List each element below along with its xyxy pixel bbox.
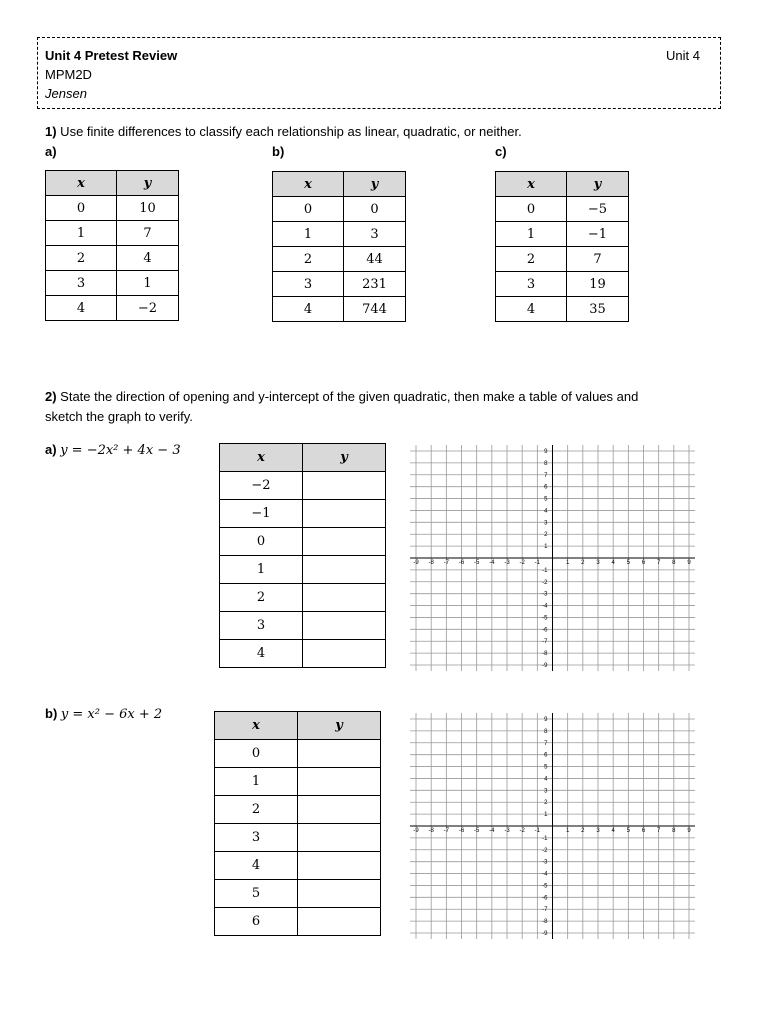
y-answer-cell[interactable] — [298, 852, 381, 880]
table-cell: 2 — [496, 247, 567, 272]
x-value-cell: 4 — [215, 852, 298, 880]
y-answer-cell[interactable] — [298, 880, 381, 908]
q1-part-c-table — [495, 171, 629, 322]
column-header: x — [496, 172, 567, 197]
q2-part-a-grid — [410, 445, 695, 671]
table-cell: 0 — [46, 196, 117, 221]
question-2-text-line1: State the direction of opening and y-intercept of the given quadratic, then make a table of values and — [56, 389, 639, 404]
table-header-row — [46, 171, 179, 196]
table-row — [496, 272, 629, 297]
table-row — [273, 222, 406, 247]
table-cell: 19 — [567, 272, 629, 297]
x-tick-label: -5 — [473, 560, 480, 566]
table-cell: 0 — [344, 197, 406, 222]
question-2-text-line2: sketch the graph to verify. — [45, 409, 193, 424]
y-tick-label: -7 — [542, 639, 548, 646]
x-tick-label: 3 — [596, 560, 600, 566]
x-value-cell: 2 — [215, 796, 298, 824]
worksheet-title: Unit 4 Pretest Review — [45, 48, 178, 63]
y-tick-label: -3 — [542, 859, 548, 866]
table-cell: 3 — [46, 271, 117, 296]
y-tick-label: -5 — [542, 883, 548, 890]
y-tick-label: 5 — [544, 496, 548, 503]
table-row — [273, 197, 406, 222]
x-tick-label: -8 — [428, 828, 434, 834]
q2-part-b-grid — [410, 713, 695, 939]
y-tick-label: -1 — [542, 567, 548, 574]
x-tick-label: 7 — [656, 828, 661, 834]
y-tick-label: 8 — [544, 728, 548, 735]
y-answer-cell[interactable] — [298, 908, 381, 936]
y-tick-label: 5 — [544, 764, 548, 771]
column-header: x — [215, 712, 298, 740]
x-value-cell: 3 — [220, 612, 303, 640]
table-row — [220, 472, 386, 500]
y-tick-label: 3 — [544, 520, 548, 527]
y-answer-cell[interactable] — [303, 584, 386, 612]
table-cell: 7 — [117, 221, 179, 246]
table-cell: 0 — [273, 197, 344, 222]
x-value-cell: 0 — [220, 528, 303, 556]
x-tick-label: -6 — [458, 560, 465, 566]
table-header-row — [220, 444, 386, 472]
x-value-cell: 0 — [215, 740, 298, 768]
x-value-cell: 6 — [215, 908, 298, 936]
y-tick-label: -4 — [542, 603, 548, 610]
y-tick-label: 2 — [544, 532, 548, 539]
x-tick-label: -7 — [443, 828, 450, 834]
y-answer-cell[interactable] — [303, 472, 386, 500]
x-value-cell: 2 — [220, 584, 303, 612]
y-tick-label: -7 — [542, 907, 548, 914]
unit-label: Unit 4 — [666, 48, 700, 63]
table-row — [215, 908, 381, 936]
table-row — [220, 640, 386, 668]
table-row — [46, 196, 179, 221]
table-header-row — [496, 172, 629, 197]
column-header: y — [298, 712, 381, 740]
y-tick-label: 1 — [544, 812, 548, 819]
table-row — [46, 246, 179, 271]
q1-part-b-label: b) — [272, 144, 285, 159]
table-row — [46, 221, 179, 246]
x-value-cell: 1 — [215, 768, 298, 796]
x-tick-label: 6 — [641, 828, 646, 834]
table-cell: 4 — [46, 296, 117, 321]
y-tick-label: -3 — [542, 591, 548, 598]
x-tick-label: -9 — [413, 828, 419, 834]
table-cell: −2 — [117, 296, 179, 321]
table-cell: 2 — [273, 247, 344, 272]
column-header: y — [117, 171, 179, 196]
x-value-cell: 3 — [215, 824, 298, 852]
x-value-cell: 4 — [220, 640, 303, 668]
y-tick-label: -9 — [542, 663, 548, 669]
question-1-text: Use finite differences to classify each relationship as linear, quadratic, or neither. — [56, 124, 522, 139]
y-answer-cell[interactable] — [303, 612, 386, 640]
x-tick-label: -5 — [473, 828, 480, 834]
q1-part-a-label: a) — [45, 144, 57, 159]
table-cell: 4 — [117, 246, 179, 271]
y-tick-label: -1 — [542, 835, 548, 842]
q2-part-b-heading — [45, 706, 162, 722]
table-cell: 1 — [46, 221, 117, 246]
q2-part-b-label: b) — [45, 706, 58, 721]
y-tick-label: -9 — [542, 931, 548, 937]
x-tick-label: 8 — [672, 828, 676, 834]
x-value-cell: −2 — [220, 472, 303, 500]
x-tick-label: 2 — [581, 828, 585, 834]
y-tick-label: 6 — [544, 752, 548, 759]
q2-part-b-table — [214, 711, 381, 936]
y-tick-label: 4 — [544, 508, 548, 515]
y-tick-label: 2 — [544, 800, 548, 807]
table-header-row — [215, 712, 381, 740]
table-row — [220, 500, 386, 528]
table-header-row — [273, 172, 406, 197]
question-2-number: 2) — [45, 389, 57, 404]
column-header: x — [273, 172, 344, 197]
y-tick-label: -4 — [542, 871, 548, 878]
x-tick-label: -3 — [504, 560, 510, 566]
x-tick-label: -2 — [519, 560, 525, 566]
column-header: y — [344, 172, 406, 197]
y-answer-cell[interactable] — [303, 528, 386, 556]
y-answer-cell[interactable] — [298, 768, 381, 796]
q2-part-a-equation: y = −2x² + 4x − 3 — [60, 443, 181, 458]
table-row — [220, 612, 386, 640]
q2-part-b-equation: y = x² − 6x + 2 — [60, 707, 163, 722]
table-row — [220, 556, 386, 584]
table-cell: 3 — [344, 222, 406, 247]
table-row — [273, 297, 406, 322]
y-tick-label: 6 — [544, 484, 548, 491]
table-cell: 1 — [117, 271, 179, 296]
x-tick-label: -4 — [489, 828, 495, 834]
table-cell: 2 — [46, 246, 117, 271]
x-tick-label: -4 — [489, 560, 495, 566]
table-row — [220, 584, 386, 612]
table-cell: −1 — [567, 222, 629, 247]
table-cell: 10 — [117, 196, 179, 221]
x-tick-label: 9 — [687, 560, 691, 566]
question-1-number: 1) — [45, 124, 57, 139]
table-cell: 4 — [273, 297, 344, 322]
table-row — [215, 880, 381, 908]
y-tick-label: 8 — [544, 460, 548, 467]
y-answer-cell[interactable] — [298, 740, 381, 768]
x-value-cell: −1 — [220, 500, 303, 528]
y-tick-label: -6 — [542, 627, 548, 634]
y-tick-label: -2 — [542, 847, 548, 854]
x-tick-label: 7 — [656, 560, 661, 566]
y-tick-label: -5 — [542, 615, 548, 622]
table-cell: 1 — [496, 222, 567, 247]
teacher-name: Jensen — [45, 86, 87, 101]
course-code: MPM2D — [45, 67, 92, 82]
x-tick-label: 5 — [626, 560, 631, 566]
x-tick-label: -6 — [458, 828, 465, 834]
table-row — [46, 271, 179, 296]
table-row — [215, 824, 381, 852]
y-answer-cell[interactable] — [303, 640, 386, 668]
y-tick-label: 9 — [544, 717, 548, 723]
x-tick-label: -1 — [534, 560, 541, 566]
table-row — [496, 222, 629, 247]
x-tick-label: -1 — [534, 828, 541, 834]
x-tick-label: 3 — [596, 828, 600, 834]
x-tick-label: 4 — [611, 560, 615, 566]
x-tick-label: 9 — [687, 828, 691, 834]
x-tick-label: -3 — [504, 828, 510, 834]
y-tick-label: -8 — [542, 651, 548, 658]
table-row — [496, 297, 629, 322]
y-tick-label: -8 — [542, 919, 548, 926]
table-cell: 3 — [496, 272, 567, 297]
table-cell: 1 — [273, 222, 344, 247]
table-row — [496, 247, 629, 272]
q2-part-a-table — [219, 443, 386, 668]
x-value-cell: 5 — [215, 880, 298, 908]
y-tick-label: 7 — [544, 740, 548, 747]
question-2-prompt — [45, 389, 638, 404]
table-row — [273, 272, 406, 297]
table-cell: −5 — [567, 197, 629, 222]
x-tick-label: 6 — [641, 560, 646, 566]
x-tick-label: -9 — [413, 560, 419, 566]
column-header: y — [567, 172, 629, 197]
y-tick-label: 7 — [544, 472, 548, 479]
q1-part-a-table — [45, 170, 179, 321]
table-row — [215, 740, 381, 768]
question-1-prompt — [45, 124, 522, 139]
x-tick-label: 5 — [626, 828, 631, 834]
q1-part-c-label: c) — [495, 144, 507, 159]
table-row — [273, 247, 406, 272]
table-row — [215, 852, 381, 880]
x-value-cell: 1 — [220, 556, 303, 584]
y-tick-label: 9 — [544, 449, 548, 455]
y-answer-cell[interactable] — [298, 824, 381, 852]
table-cell: 231 — [344, 272, 406, 297]
table-cell: 7 — [567, 247, 629, 272]
column-header: y — [303, 444, 386, 472]
table-cell: 35 — [567, 297, 629, 322]
y-answer-cell[interactable] — [303, 556, 386, 584]
column-header: x — [46, 171, 117, 196]
x-tick-label: -2 — [519, 828, 525, 834]
column-header: x — [220, 444, 303, 472]
y-answer-cell[interactable] — [303, 500, 386, 528]
q2-part-a-label: a) — [45, 442, 57, 457]
y-tick-label: 4 — [544, 776, 548, 783]
x-tick-label: 2 — [581, 560, 585, 566]
x-tick-label: 1 — [565, 828, 570, 834]
y-tick-label: -6 — [542, 895, 548, 902]
table-cell: 44 — [344, 247, 406, 272]
q2-part-a-heading — [45, 442, 181, 458]
table-cell: 744 — [344, 297, 406, 322]
table-row — [220, 528, 386, 556]
x-tick-label: -8 — [428, 560, 434, 566]
x-tick-label: 1 — [565, 560, 570, 566]
y-tick-label: -2 — [542, 579, 548, 586]
table-row — [215, 768, 381, 796]
table-row — [496, 197, 629, 222]
x-tick-label: 8 — [672, 560, 676, 566]
x-tick-label: -7 — [443, 560, 450, 566]
table-cell: 0 — [496, 197, 567, 222]
table-row — [215, 796, 381, 824]
q1-part-b-table — [272, 171, 406, 322]
y-tick-label: 1 — [544, 544, 548, 551]
x-tick-label: 4 — [611, 828, 615, 834]
table-row — [46, 296, 179, 321]
y-tick-label: 3 — [544, 788, 548, 795]
table-cell: 4 — [496, 297, 567, 322]
table-cell: 3 — [273, 272, 344, 297]
y-answer-cell[interactable] — [298, 796, 381, 824]
